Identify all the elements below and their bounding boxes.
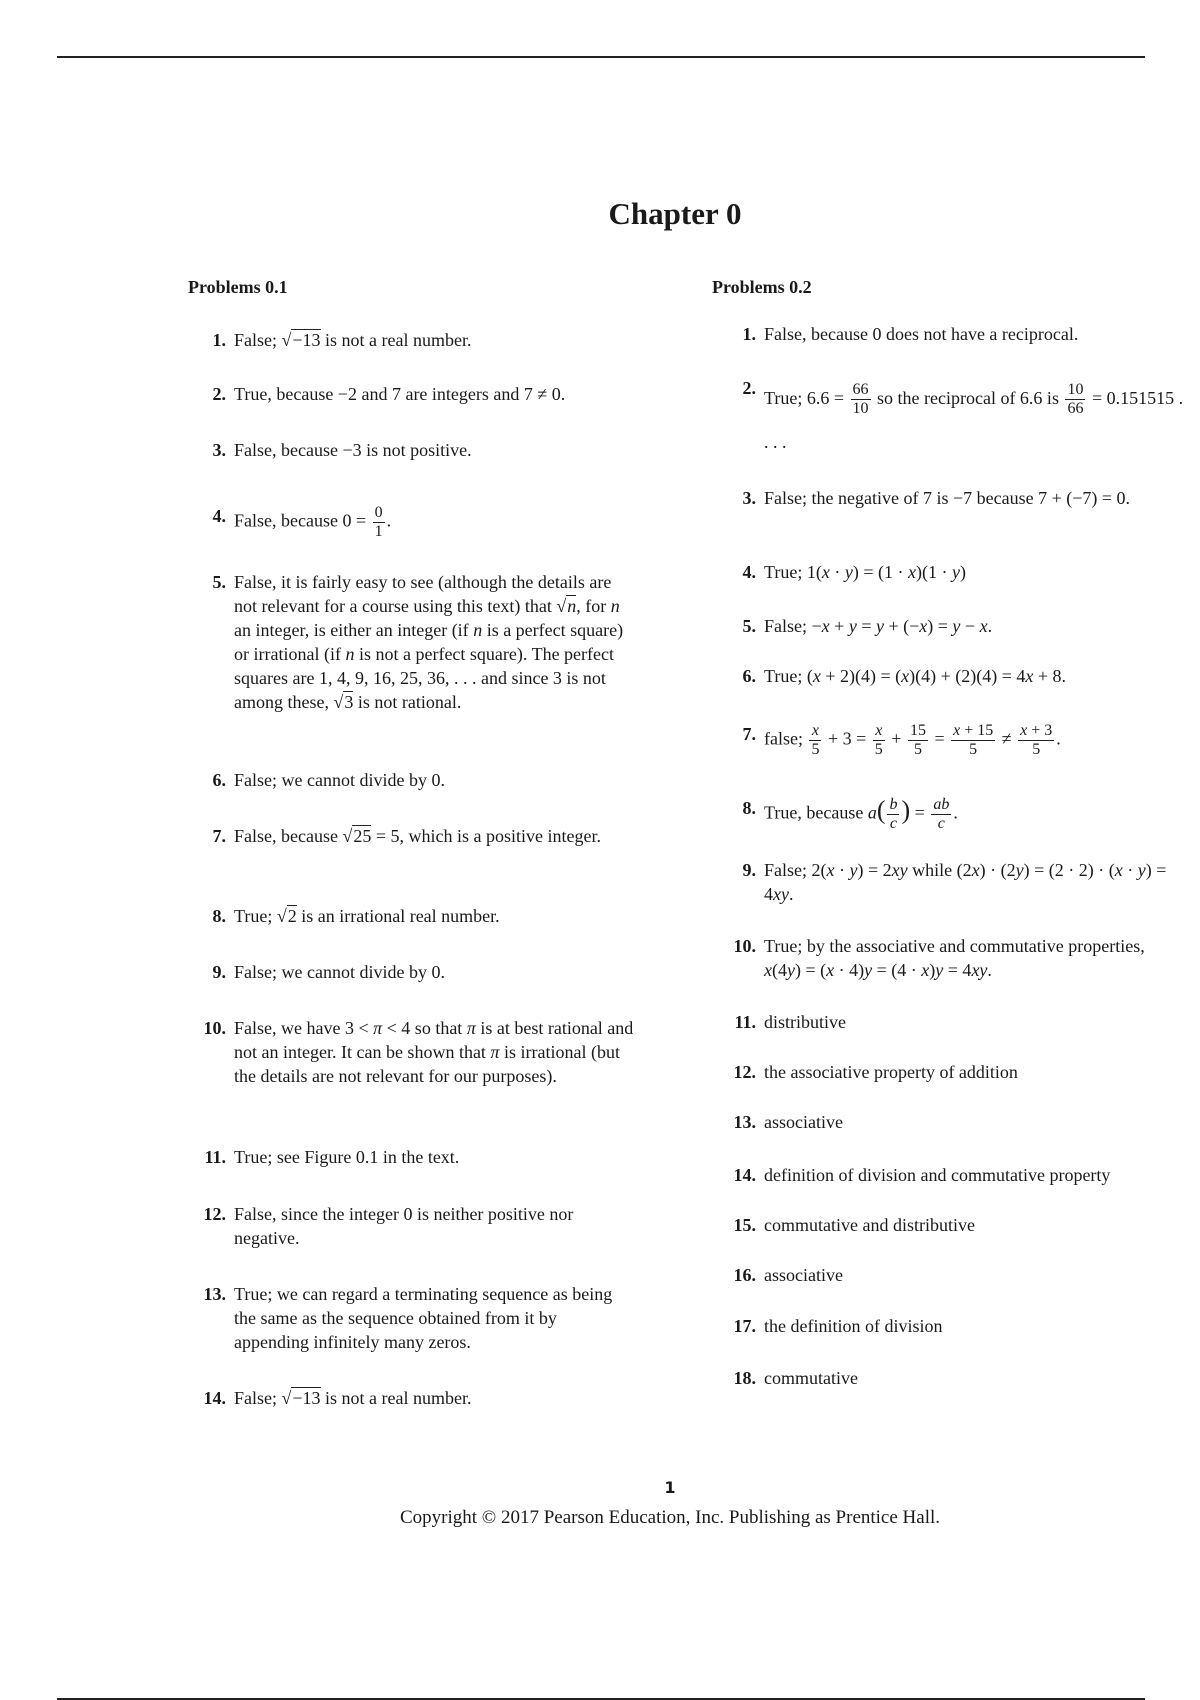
problem-answer: True; see Figure 0.1 in the text. xyxy=(234,1147,460,1167)
problem-number: 8. xyxy=(212,906,226,926)
problem-number: 9. xyxy=(742,860,756,880)
problem-number: 1. xyxy=(212,330,226,350)
problem-number: 8. xyxy=(742,798,756,818)
problem-answer: True; (x + 2)(4) = (x)(4) + (2)(4) = 4x + 8. xyxy=(764,666,1067,686)
problem-answer: False; 2(x · y) = 2xy while (2x) · (2y) = (2 · 2) · (x · y) = 4xy. xyxy=(764,860,1167,904)
problem-answer: False, because √25 = 5, which is a positive integer. xyxy=(234,826,601,846)
problem-answer: False; we cannot divide by 0. xyxy=(234,962,445,982)
top-rule xyxy=(57,56,1145,58)
problem-answer: False, it is fairly easy to see (although the details are not relevant for a course using this text) that √n, for n an integer, is either an integer (if n is a perfect square) or irrational (if n is not a perfect square). The perfect squares are 1, 4, 9, 16, 25, 36, . . . and since 3 is not among these, √3 is not rational. xyxy=(234,572,624,712)
problem-answer: the associative property of addition xyxy=(764,1062,1018,1082)
problem-answer: False, we have 3 < π < 4 so that π is at best rational and not an integer. It can be shown that π is irrational (but the details are not relevant for our purposes). xyxy=(234,1018,634,1086)
problem-answer: True; by the associative and commutative properties, x(4y) = (x · 4)y = (4 · x)y = 4xy. xyxy=(764,936,1145,980)
problem-answer: False, because −3 is not positive. xyxy=(234,440,472,460)
problem-answer: False, because 0 = $\frac{0}{1}$ . xyxy=(234,504,392,540)
problem-answer: True; √2 is an irrational real number. xyxy=(234,906,500,926)
problem-number: 12. xyxy=(733,1062,756,1082)
problem-number: 4. xyxy=(212,506,226,526)
problem-number: 14. xyxy=(203,1388,226,1408)
problem-answer: True; we can regard a terminating sequence as being the same as the sequence obtained from it by appending infinitely many zeros. xyxy=(234,1284,613,1352)
problem-number: 15. xyxy=(733,1215,756,1235)
problem-answer: distributive xyxy=(764,1012,846,1032)
problem-number: 9. xyxy=(212,962,226,982)
section-heading-0-2: Problems 0.2 xyxy=(712,277,812,297)
problem-answer: True; 1(x · y) = (1 · x)(1 · y) xyxy=(764,562,966,582)
problem-number: 4. xyxy=(742,562,756,582)
problem-number: 14. xyxy=(733,1165,756,1185)
problem-number: 5. xyxy=(212,572,226,592)
problem-number: 18. xyxy=(733,1368,756,1388)
problem-number: 12. xyxy=(203,1204,226,1224)
problem-answer: False; −x + y = y + (−x) = y − x. xyxy=(764,616,993,636)
problem-answer: False; we cannot divide by 0. xyxy=(234,770,445,790)
problem-number: 11. xyxy=(734,1012,756,1032)
problem-number: 13. xyxy=(203,1284,226,1304)
problem-answer: True, because a( $\frac{b}{c}$ ) = $\frac{ab}{c}$ . xyxy=(764,795,958,832)
problem-number: 2. xyxy=(212,384,226,404)
problem-number: 3. xyxy=(742,488,756,508)
problem-answer: True; 6.6 = $\frac{66}{10}$ so the reciprocal of 6.6 is $\frac{10}{66}$ = 0.151515 . . . . xyxy=(764,381,1184,452)
problem-number: 5. xyxy=(742,616,756,636)
problem-number: 11. xyxy=(204,1147,226,1167)
problem-number: 10. xyxy=(733,936,756,956)
problem-answer: false; $\frac{x}{5}$ + 3 = $\frac{x}{5}$ + $\frac{15}{5}$ = $\frac{x + 15}{5}$ ≠ $\frac{x + 3}{5}$ . xyxy=(764,722,1061,758)
problem-answer: False, because 0 does not have a reciprocal. xyxy=(764,324,1079,344)
problem-number: 7. xyxy=(212,826,226,846)
problem-answer: False, since the integer 0 is neither positive nor negative. xyxy=(234,1204,574,1248)
copyright-notice: Copyright © 2017 Pearson Education, Inc. Publishing as Prentice Hall. xyxy=(399,1507,941,1528)
problem-answer: the definition of division xyxy=(764,1316,943,1336)
problem-answer: definition of division and commutative property xyxy=(764,1165,1111,1185)
problem-number: 10. xyxy=(203,1018,226,1038)
chapter-title: Chapter 0 xyxy=(608,196,742,231)
problem-number: 16. xyxy=(733,1265,756,1285)
problem-number: 3. xyxy=(212,440,226,460)
problem-answer: commutative and distributive xyxy=(764,1215,975,1235)
problem-answer: True, because −2 and 7 are integers and 7 ≠ 0. xyxy=(234,384,566,404)
problem-number: 13. xyxy=(733,1112,756,1132)
section-heading-0-1: Problems 0.1 xyxy=(188,277,288,297)
problem-answer: commutative xyxy=(764,1368,858,1388)
problem-number: 2. xyxy=(742,378,756,398)
problem-answer: associative xyxy=(764,1112,843,1132)
problem-answer: associative xyxy=(764,1265,843,1285)
problem-number: 1. xyxy=(742,324,756,344)
problem-number: 6. xyxy=(742,666,756,686)
problem-number: 6. xyxy=(212,770,226,790)
problem-answer: False; the negative of 7 is −7 because 7 + (−7) = 0. xyxy=(764,488,1131,508)
page-number: 1 xyxy=(664,1478,676,1497)
problem-answer: False; √−13 is not a real number. xyxy=(234,330,472,350)
problem-number: 17. xyxy=(733,1316,756,1336)
problem-answer: False; √−13 is not a real number. xyxy=(234,1388,472,1408)
problem-number: 7. xyxy=(742,724,756,744)
